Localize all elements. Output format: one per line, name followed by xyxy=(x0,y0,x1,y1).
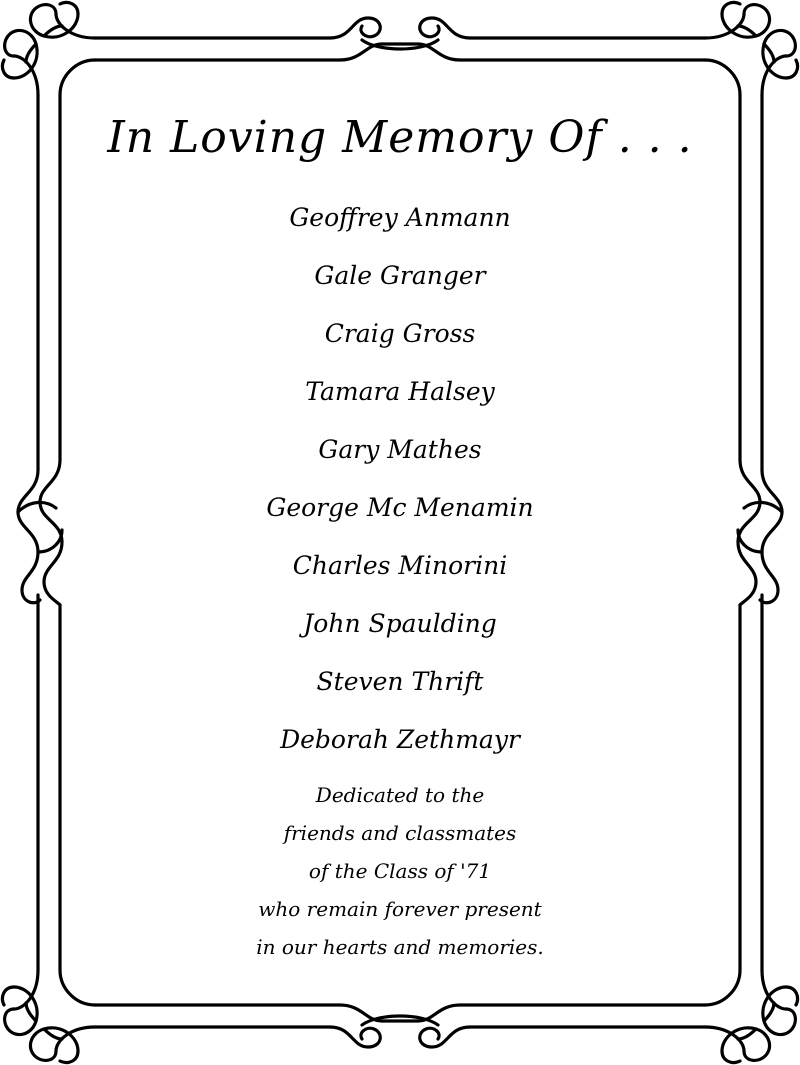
list-item: John Spaulding xyxy=(303,609,497,638)
dedication-line: in our hearts and memories. xyxy=(256,935,544,959)
list-item: Charles Minorini xyxy=(292,551,508,580)
dedication-text xyxy=(100,785,700,957)
list-item: George Mc Menamin xyxy=(266,493,534,522)
page-title: In Loving Memory Of . . . xyxy=(107,112,693,163)
list-item: Craig Gross xyxy=(324,319,476,348)
list-item: Gale Granger xyxy=(314,261,486,290)
dedication-line: of the Class of '71 xyxy=(308,859,492,883)
dedication-line: who remain forever present xyxy=(258,897,542,921)
list-item: Steven Thrift xyxy=(316,667,484,696)
memorial-content xyxy=(100,90,700,980)
list-item: Gary Mathes xyxy=(318,435,482,464)
dedication-line: Dedicated to the xyxy=(315,783,485,807)
list-item: Geoffrey Anmann xyxy=(289,203,511,232)
list-item: Tamara Halsey xyxy=(305,377,495,406)
list-item: Deborah Zethmayr xyxy=(280,725,520,754)
names-list xyxy=(100,205,700,752)
dedication-line: friends and classmates xyxy=(283,821,517,845)
